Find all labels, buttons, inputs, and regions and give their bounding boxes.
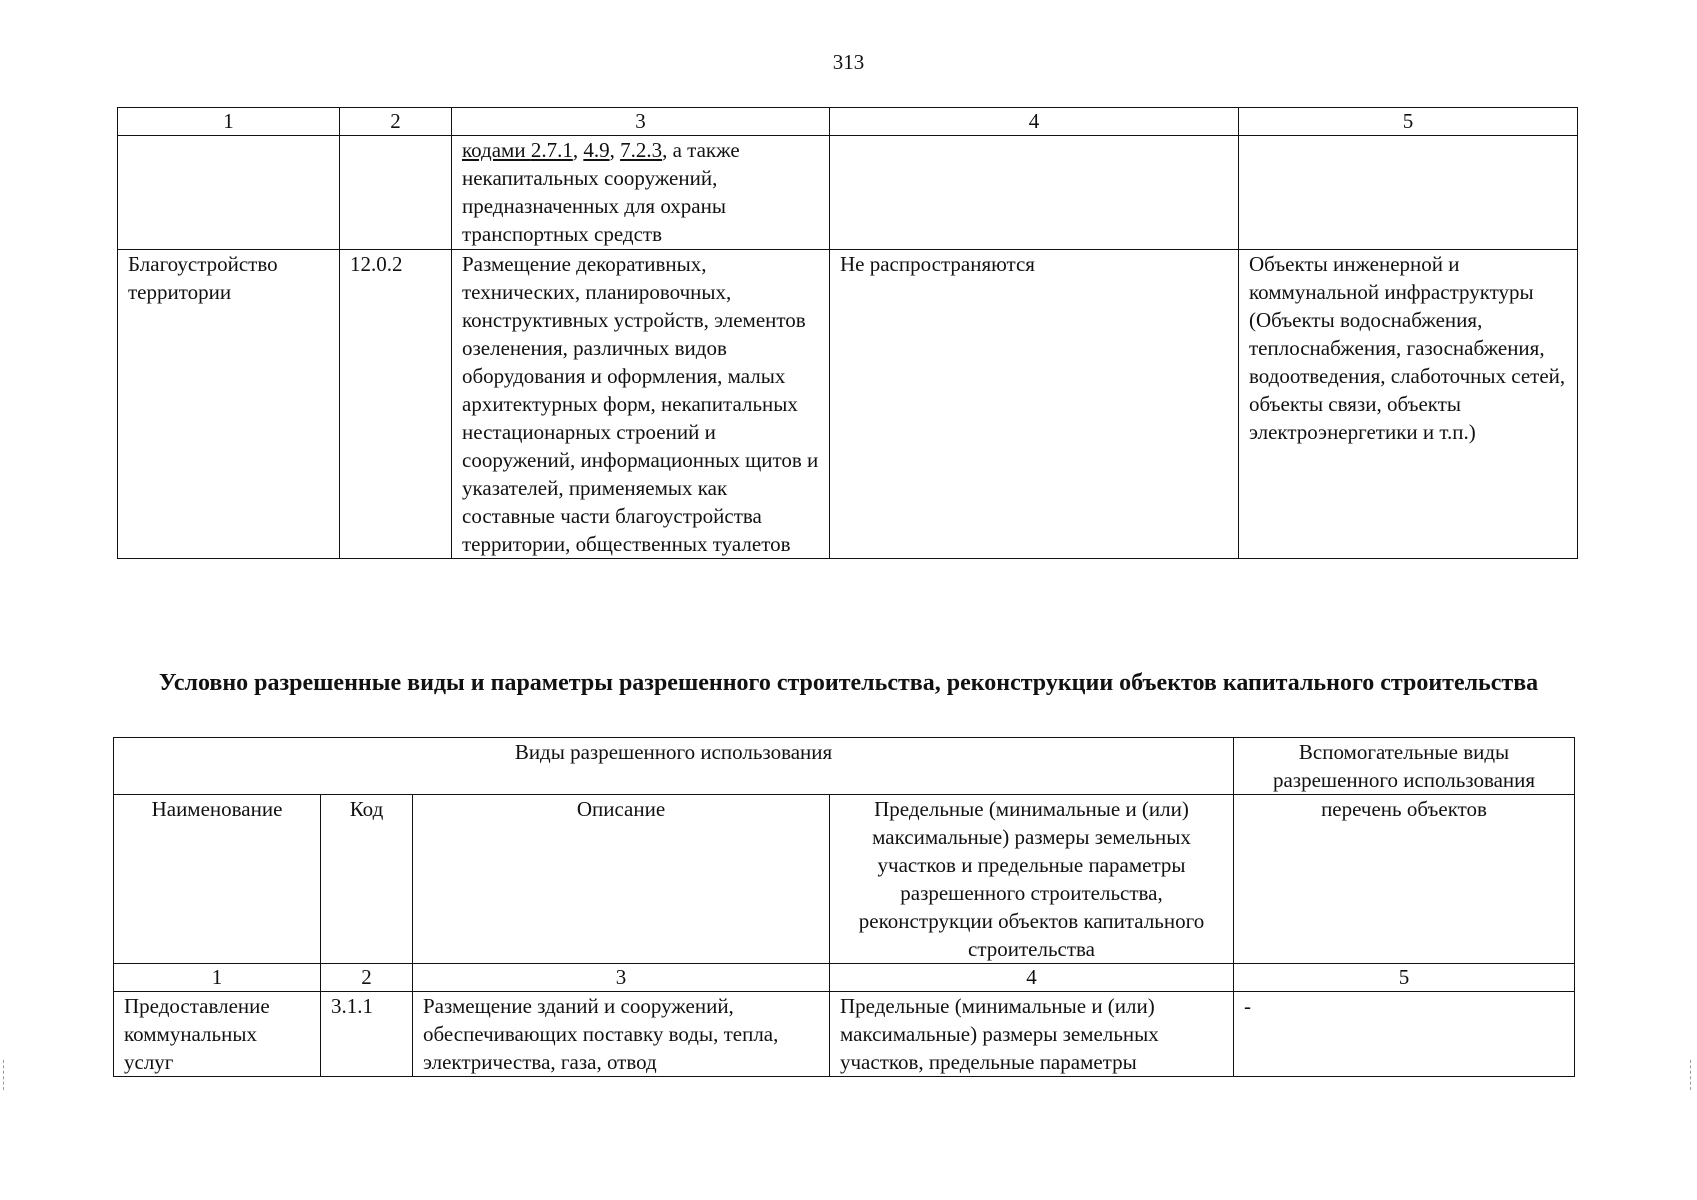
code-link-4-9[interactable]: 4.9 [583, 138, 610, 162]
use-name-cell: Предоставление коммунальных услуг [114, 992, 321, 1077]
header-name: Наименование [114, 795, 321, 964]
header-code: Код [321, 795, 413, 964]
auxiliary-uses-cell: Объекты инженерной и коммунальной инфраструктуры (Объекты водоснабжения, теплоснабжения, газоснабжения, водоотведения, слаботочных сетей, объекты связи, объекты электроэнергетики и т.п.) [1239, 250, 1578, 559]
column-number: 3 [413, 964, 830, 992]
auxiliary-uses-cell: - [1234, 992, 1575, 1077]
table-row [114, 992, 1575, 1077]
column-number: 1 [118, 108, 340, 136]
code-link-7-2-3[interactable]: 7.2.3 [620, 138, 663, 162]
empty-cell [830, 136, 1239, 250]
conditional-uses-table [113, 737, 1575, 1077]
column-number: 5 [1234, 964, 1575, 992]
column-number: 2 [321, 964, 413, 992]
header-permitted-uses: Виды разрешенного использования [114, 738, 1234, 795]
column-number: 5 [1239, 108, 1578, 136]
use-code-cell: 3.1.1 [321, 992, 413, 1077]
table-row-continued [118, 136, 1578, 250]
use-parameters-cell: Не распространяются [830, 250, 1239, 559]
use-code-cell: 12.0.2 [340, 250, 452, 559]
header-description: Описание [413, 795, 830, 964]
desc-suffix: , а также некапитальных сооружений, предназначенных для охраны транспортных средств [462, 138, 740, 246]
separator: , [609, 138, 621, 162]
scan-margin-mark [1690, 1060, 1693, 1090]
column-number: 4 [830, 108, 1239, 136]
empty-cell [1239, 136, 1578, 250]
column-number: 1 [114, 964, 321, 992]
separator: , [572, 138, 584, 162]
scan-margin-mark [3, 1060, 6, 1090]
desc-prefix: кодами [462, 138, 531, 162]
header-row-columns [114, 795, 1575, 964]
column-number-row [118, 108, 1578, 136]
use-description-cell: Размещение декоративных, технических, планировочных, конструктивных устройств, элементов озеленения, различных видов оборудования и оформления, малых архитектурных форм, некапитальных нестационарных строений и сооружений, информационных щитов и указателей, применяемых как составные части благоустройства территории, общественных туалетов [452, 250, 830, 559]
code-link-2-7-1[interactable]: 2.7.1 [530, 138, 573, 162]
column-number: 2 [340, 108, 452, 136]
section-title: Условно разрешенные виды и параметры разрешенного строительства, реконструкции объектов капитального строительства [158, 670, 1539, 696]
use-description-cell: Размещение зданий и сооружений, обеспечивающих поставку воды, тепла, электричества, газа, отвод [413, 992, 830, 1077]
empty-cell [118, 136, 340, 250]
table-row [118, 250, 1578, 559]
empty-cell [340, 136, 452, 250]
column-number: 3 [452, 108, 830, 136]
use-parameters-cell: Предельные (минимальные и (или) максимальные) размеры земельных участков, предельные параметры [830, 992, 1234, 1077]
header-auxiliary-uses: Вспомогательные виды разрешенного использования [1234, 738, 1575, 795]
description-cell-continued [452, 136, 830, 250]
permitted-uses-table-continued [117, 107, 1578, 559]
column-number-row [114, 964, 1575, 992]
page-number: 313 [832, 50, 865, 74]
header-row-main [114, 738, 1575, 795]
column-number: 4 [830, 964, 1234, 992]
use-name-cell: Благоустройство территории [118, 250, 340, 559]
header-parameters: Предельные (минимальные и (или) максимальные) размеры земельных участков и предельные параметры разрешенного строительства, реконструкции объектов капитального строительства [830, 795, 1234, 964]
header-objects-list: перечень объектов [1234, 795, 1575, 964]
